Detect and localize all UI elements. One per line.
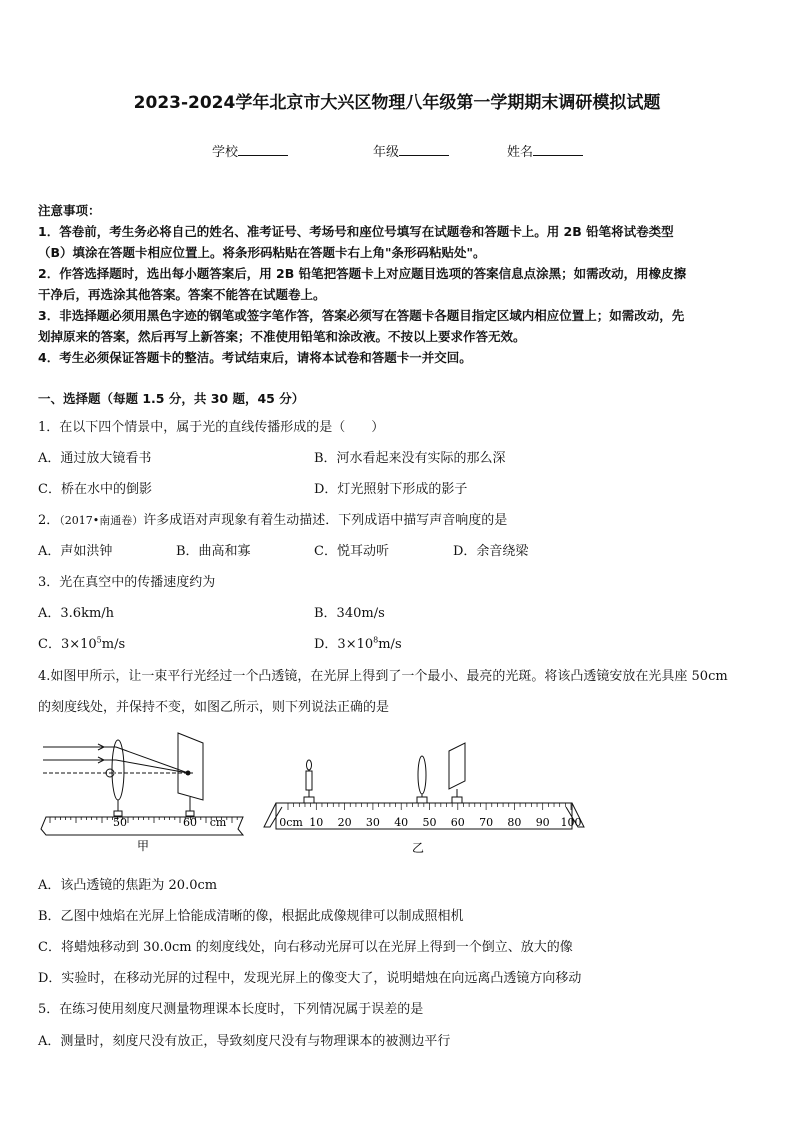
notice-line-3a: 3．非选择题必须用黑色字迹的钢笔或签字笔作答，答案必须写在答题卡各题目指定区域内相应位置上；如需改动，先 — [38, 308, 685, 323]
candle-flame — [307, 760, 312, 770]
q4-stem-line-2: 的刻度线处，并保持不变，如图乙所示，则下列说法正确的是 — [38, 700, 390, 715]
notice-line-1a: 1．答卷前，考生务必将自己的姓名、准考证号、考场号和座位号填写在试题卷和答题卡上。用 2B 铅笔将试卷类型 — [38, 224, 674, 239]
candle-holder — [304, 797, 314, 803]
bench-scale-label: 20 — [337, 816, 352, 829]
jia-tick-60: 60 — [183, 816, 197, 829]
q2-option-d: D．余音绕梁 — [453, 544, 529, 559]
q1-option-a: A．通过放大镜看书 — [38, 451, 152, 466]
q3-c-exponent: 5 — [96, 635, 102, 645]
figure-yi-diagram — [258, 735, 593, 860]
school-blank — [238, 143, 288, 156]
q1-option-c: C．桥在水中的倒影 — [38, 482, 152, 497]
q3-d-base: D．3×10 — [314, 637, 374, 652]
convex-lens — [112, 740, 124, 800]
q3-option-d — [314, 633, 402, 652]
q2-option-c: C．悦耳动听 — [314, 544, 389, 559]
figure-jia-label: 甲 — [136, 839, 150, 853]
name-label: 姓名 — [507, 145, 534, 160]
q3-d-unit: m/s — [378, 637, 402, 652]
convex-lens — [418, 756, 426, 794]
lens-holder — [417, 797, 427, 803]
bench-scale-label: 90 — [535, 816, 550, 829]
bench-scale-label: 60 — [450, 816, 465, 829]
q3-c-unit: m/s — [101, 637, 126, 652]
bench-scale-label: 70 — [479, 816, 494, 829]
figure-jia-diagram — [38, 725, 250, 860]
q5-stem: 5．在练习使用刻度尺测量物理课本长度时，下列情况属于误差的是 — [38, 1002, 424, 1017]
q4-option-a: A．该凸透镜的焦距为 20.0cm — [38, 878, 218, 893]
q2-number: 2． — [38, 513, 60, 528]
bench-scale-label: 10 — [309, 816, 324, 829]
page-title: 2023-2024学年北京市大兴区物理八年级第一学期期末调研模拟试题 — [133, 93, 661, 113]
q2-text: 许多成语对声现象有着生动描述．下列成语中描写声音响度的是 — [143, 513, 508, 528]
q4-option-d: D．实验时，在移动光屏的过程中，发现光屏上的像变大了，说明蜡烛在向远离凸透镜方向移动 — [38, 971, 582, 986]
bench-scale-label: 80 — [507, 816, 522, 829]
bench-scale-label: 40 — [394, 816, 409, 829]
q2-source: （2017•南通卷） — [59, 514, 144, 527]
jia-tick-50: 50 — [113, 816, 127, 829]
q3-d-exponent: 8 — [373, 635, 379, 645]
q3-c-base: C．3×10 — [38, 637, 97, 652]
name-field — [507, 141, 583, 160]
q1-stem: 1．在以下四个情景中，属于光的直线传播形成的是（ ） — [38, 420, 385, 435]
q2-option-b: B．曲高和寡 — [176, 544, 251, 559]
notice-line-2b: 干净后，再选涂其他答案。答案不能答在试题卷上。 — [38, 287, 326, 302]
refracted-ray-middle — [116, 760, 188, 773]
school-field — [212, 141, 288, 160]
section-heading: 一、选择题（每题 1.5 分，共 30 题，45 分） — [38, 391, 305, 406]
bench-scale-label: 0cm — [279, 816, 303, 829]
school-label: 学校 — [212, 145, 239, 160]
q3-stem: 3．光在真空中的传播速度约为 — [38, 575, 216, 590]
jia-unit: cm — [209, 816, 227, 829]
q3-option-a: A．3.6km/h — [38, 606, 115, 621]
notice-heading: 注意事项： — [38, 203, 101, 218]
focal-spot — [186, 771, 191, 776]
q4-option-c: C．将蜡烛移动到 30.0cm 的刻度线处，向右移动光屏可以在光屏上得到一个倒立、放大的像 — [38, 940, 573, 955]
notice-line-3b: 划掉原来的答案，然后再写上新答案；不准使用铅笔和涂改液。不按以上要求作答无效。 — [38, 329, 526, 344]
q4-stem-line-1: 4.如图甲所示，让一束平行光经过一个凸透镜，在光屏上得到了一个最小、最亮的光斑。将该凸透镜安放在光具座 50cm — [38, 669, 728, 684]
q1-option-b: B．河水看起来没有实际的那么深 — [314, 451, 506, 466]
grade-blank — [399, 143, 449, 156]
refracted-ray-top — [116, 747, 188, 773]
candle-body — [306, 771, 312, 790]
notice-line-4: 4．考生必须保证答题卡的整洁。考试结束后，请将本试卷和答题卡一并交回。 — [38, 350, 472, 365]
name-blank — [533, 143, 583, 156]
notice-line-2a: 2．作答选择题时，选出每小题答案后，用 2B 铅笔把答题卡上对应题目选项的答案信息点涂黑；如需改动，用橡皮擦 — [38, 266, 687, 281]
q5-option-a: A．测量时，刻度尺没有放正，导致刻度尺没有与物理课本的被测边平行 — [38, 1034, 451, 1049]
q2-option-a: A．声如洪钟 — [38, 544, 113, 559]
notice-line-1b: （B）填涂在答题卡相应位置上。将条形码粘贴在答题卡右上角"条形码粘贴处"。 — [38, 245, 486, 260]
bench-scale-label: 100 — [560, 816, 582, 829]
q4-option-b: B．乙图中烛焰在光屏上恰能成清晰的像，根据此成像规律可以制成照相机 — [38, 909, 464, 924]
figure-yi-label: 乙 — [411, 841, 425, 855]
bench-scale-label: 50 — [422, 816, 437, 829]
light-screen — [449, 743, 465, 789]
q2-stem — [38, 509, 507, 528]
screen-holder — [452, 797, 462, 803]
q3-option-b: B．340m/s — [314, 606, 385, 621]
light-screen — [178, 733, 203, 800]
grade-label: 年级 — [373, 145, 400, 160]
q1-option-d: D．灯光照射下形成的影子 — [314, 482, 468, 497]
q3-option-c — [38, 633, 125, 652]
grade-field — [373, 141, 449, 160]
bench-scale-label: 30 — [365, 816, 380, 829]
